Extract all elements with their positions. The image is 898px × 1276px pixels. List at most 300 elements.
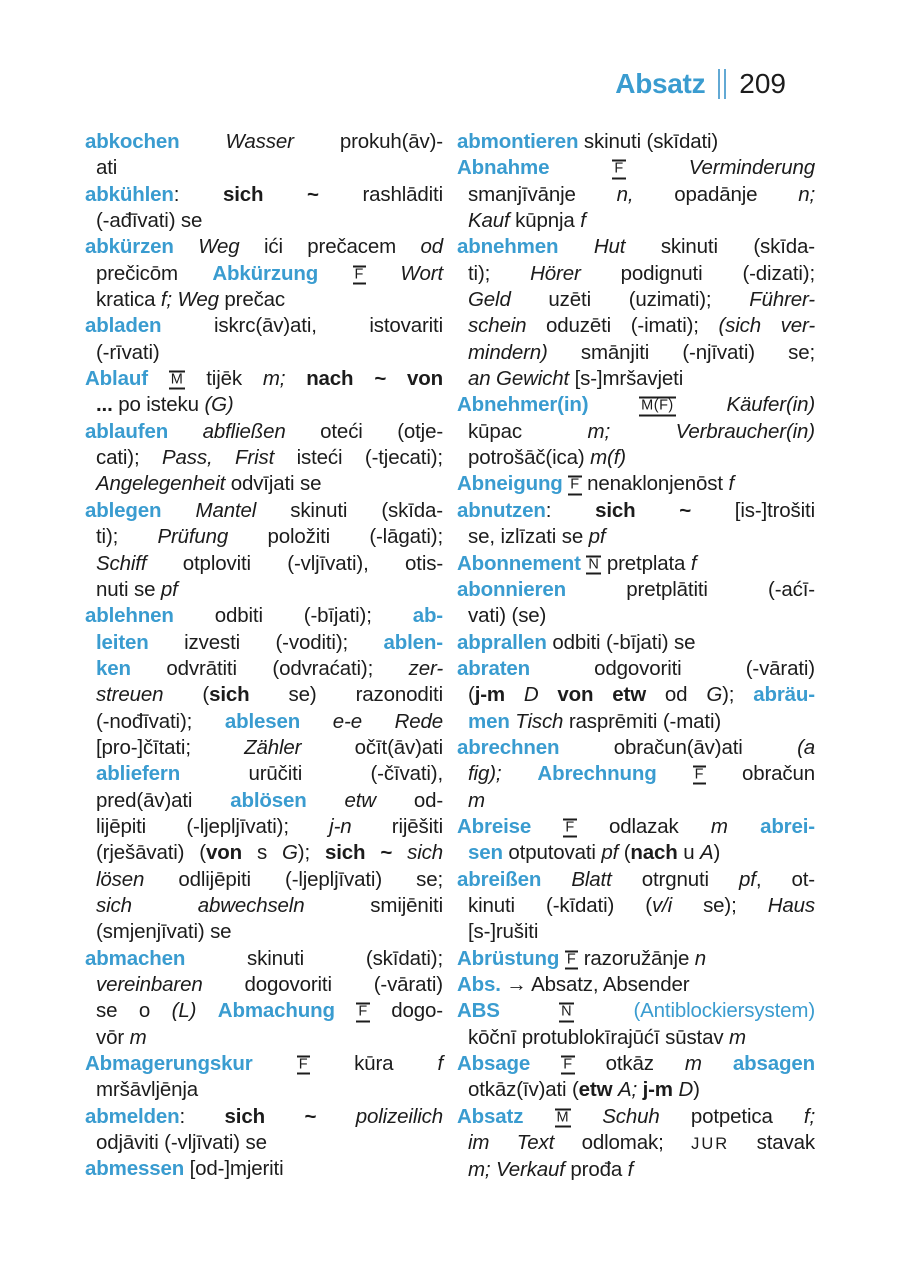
text: , ot- <box>755 867 815 891</box>
dictionary-entry <box>85 1051 443 1104</box>
italic-context: (a <box>797 735 815 759</box>
text: odlazak <box>576 814 711 838</box>
italic-context: pf <box>601 841 624 865</box>
guide-word: Absatz <box>615 68 706 99</box>
blue-text: (Antiblockiersystem) <box>574 999 815 1023</box>
page-header <box>615 68 786 100</box>
entry-line <box>85 761 443 787</box>
text: po isteku <box>118 393 205 417</box>
text: kūra <box>310 1052 438 1076</box>
text: cati); <box>96 446 163 470</box>
left-column <box>85 129 443 1184</box>
entry-line <box>85 1156 443 1182</box>
italic-context: im Text <box>468 1131 582 1155</box>
text: skinuti (skīdati) <box>583 130 719 153</box>
text: odvījati se <box>230 472 322 496</box>
dictionary-entry <box>457 551 815 577</box>
text: rashlāditi <box>362 182 443 206</box>
text: se) razonoditi <box>249 683 443 707</box>
dictionary-entry <box>457 972 815 998</box>
text: : <box>173 182 223 206</box>
text: nenaklonjenōst <box>581 472 729 496</box>
italic-context: f; Weg <box>160 288 225 312</box>
text: ); <box>722 683 754 707</box>
text: potrošāč(ica) <box>468 446 591 470</box>
italic-context: n; <box>798 182 815 206</box>
entry-line <box>457 1157 815 1183</box>
entry-line <box>85 1025 443 1051</box>
italic-context: m; Verkauf <box>468 1158 571 1182</box>
italic-context: schein <box>468 314 547 338</box>
italic-context: m; Verbraucher(in) <box>587 419 815 443</box>
dictionary-entry <box>85 603 443 945</box>
text: odbiti (-bījati); <box>214 604 413 628</box>
bold-phrase: sich <box>209 683 250 707</box>
text: tijēk <box>185 367 263 391</box>
entry-line <box>85 946 443 972</box>
entry-line <box>85 261 443 287</box>
italic-context: v/i <box>651 893 704 917</box>
text: ti); <box>96 525 158 549</box>
italic-context: (sich ver- <box>718 314 815 338</box>
gender-marker: F <box>563 818 576 837</box>
italic-context: abfließen <box>202 419 321 443</box>
italic-context: D <box>678 1078 694 1102</box>
headword: ablegen <box>85 498 196 522</box>
headword: abraten <box>457 656 595 680</box>
bold-phrase: sich ~ <box>595 498 735 522</box>
dictionary-entry <box>457 392 815 471</box>
italic-context: etw <box>344 788 414 812</box>
dictionary-entry <box>457 867 815 946</box>
entry-line <box>85 893 443 919</box>
gender-marker: F <box>612 160 625 179</box>
headword: ablaufen <box>85 419 203 443</box>
entry-line <box>85 445 443 471</box>
headword: Abrüstung <box>457 946 565 970</box>
bold-phrase: von etw <box>557 683 665 707</box>
headword: men <box>468 709 516 733</box>
entry-line <box>457 208 815 234</box>
entry-line <box>85 155 443 181</box>
headword: abmachen <box>85 946 248 970</box>
entry-line <box>457 867 815 893</box>
text: otputovati <box>508 841 602 865</box>
headword: ablehnen <box>85 604 215 628</box>
entry-line <box>85 735 443 761</box>
text: oduzēti (-imati); <box>546 314 719 338</box>
italic-context: mindern) <box>468 340 581 364</box>
italic-context: an Gewicht <box>468 367 575 391</box>
italic-context: m <box>129 1025 147 1049</box>
headword: abkochen <box>85 130 226 153</box>
italic-context: zer- <box>408 656 443 680</box>
headword: abkühlen <box>85 182 174 206</box>
text: pretplātiti (-aćī- <box>626 577 815 601</box>
text: rijēšiti <box>391 814 443 838</box>
text: se, izlīzati se <box>468 525 589 549</box>
italic-context: Führer- <box>749 288 815 312</box>
entry-line <box>85 234 443 260</box>
text: dogovoriti (-vārati) <box>244 973 443 996</box>
text: otploviti (-vljīvati), otis- <box>182 551 444 575</box>
bold-phrase: sich ~ <box>324 841 408 865</box>
entry-line <box>85 1051 443 1077</box>
entry-line <box>457 287 815 313</box>
text: pretplata <box>601 551 691 575</box>
italic-context: Blatt <box>571 867 642 891</box>
right-column <box>457 129 815 1184</box>
dictionary-entry <box>85 234 443 313</box>
text: nuti se <box>96 577 161 601</box>
entry-line <box>85 287 443 313</box>
entry-line <box>85 182 443 208</box>
headword: Abonnement <box>457 551 587 575</box>
text: vati) (se) <box>468 604 547 628</box>
headword: Abnehmer(in) <box>457 393 640 417</box>
entry-line <box>457 1025 815 1051</box>
italic-context: (G) <box>204 393 234 417</box>
italic-context: pf <box>588 525 606 549</box>
italic-context: Wort <box>365 261 444 285</box>
bold-phrase: nach <box>630 841 678 865</box>
italic-context: polizeilich <box>355 1104 443 1128</box>
entry-line <box>457 1130 815 1157</box>
text: ati <box>96 156 118 180</box>
entry-line <box>85 1077 443 1103</box>
text: uzēti (uzimati); <box>548 288 750 312</box>
text: kōčnī protublokīrajūćī sūstav <box>468 1025 729 1049</box>
text: [s-]rušiti <box>468 920 539 944</box>
text: odlomak; <box>581 1131 692 1155</box>
italic-context: f <box>690 551 697 575</box>
entry-line <box>457 551 815 577</box>
italic-context: Wasser <box>225 130 340 153</box>
italic-context: A; <box>617 1078 643 1102</box>
entry-line <box>457 946 815 972</box>
entry-line <box>457 234 815 260</box>
italic-context: Pass, Frist <box>162 446 297 470</box>
headword: ablösen <box>230 788 345 812</box>
italic-context: streuen <box>96 683 203 707</box>
headword: Ablauf <box>85 367 169 391</box>
dictionary-entry <box>85 1104 443 1157</box>
italic-context: Prüfung <box>157 525 268 549</box>
entry-line <box>457 603 815 629</box>
italic-context: G <box>282 841 298 865</box>
entry-line <box>85 656 443 682</box>
text: [pro-]čītati; <box>96 735 245 759</box>
entry-line <box>457 577 815 603</box>
headword: Absage <box>457 1052 562 1076</box>
gender-marker: F <box>565 950 578 969</box>
italic-context: m <box>468 788 485 812</box>
text: položiti (-lāgati); <box>267 525 444 549</box>
headword: Abneigung <box>457 472 569 496</box>
text: kinuti (-kīdati) ( <box>468 893 652 917</box>
text: odvrātiti (odvraćati); <box>166 656 409 680</box>
headword: ablen- <box>383 630 443 654</box>
entry-line <box>85 840 443 866</box>
text: (-rīvati) <box>96 340 160 364</box>
italic-context: Schiff <box>96 551 183 575</box>
italic-context: f; <box>803 1104 815 1128</box>
entry-line <box>457 313 815 339</box>
entry-line <box>457 735 815 761</box>
headword: abmelden <box>85 1104 180 1128</box>
entry-line <box>457 1077 815 1103</box>
entry-line <box>457 471 815 497</box>
text: s <box>241 841 282 865</box>
dictionary-entry <box>457 630 815 656</box>
italic-context: Mantel <box>195 498 291 522</box>
text: prođa <box>570 1158 628 1182</box>
headword: abrechnen <box>457 735 614 759</box>
dictionary-entry <box>457 1051 815 1104</box>
entry-line <box>457 524 815 550</box>
italic-context: pf <box>739 867 756 891</box>
entry-line <box>85 392 443 418</box>
gender-marker: M <box>555 1108 572 1127</box>
entry-line <box>457 129 815 155</box>
entry-line <box>85 1104 443 1130</box>
gender-marker: M(F) <box>639 397 676 416</box>
headword: abmessen <box>85 1157 190 1181</box>
dictionary-entry <box>457 129 815 155</box>
entry-line <box>85 630 443 656</box>
text: urūčiti (-čīvati), <box>248 762 443 786</box>
entry-line <box>85 366 443 392</box>
entry-line <box>85 419 443 445</box>
entry-line <box>457 1104 815 1130</box>
headword: Abrechnung <box>537 762 693 786</box>
text: kratica <box>96 288 161 312</box>
italic-context: e-e Rede <box>332 709 443 733</box>
headword: abnutzen <box>457 498 546 522</box>
text: skinuti (skīda- <box>660 235 815 259</box>
headword: absagen <box>732 1052 815 1076</box>
entry-line <box>457 261 815 287</box>
entry-line <box>457 366 815 392</box>
text: smijēniti <box>370 893 443 917</box>
text: (smjenjīvati) se <box>96 920 232 944</box>
text: odbiti (-bījati) se <box>552 630 696 654</box>
italic-context: m(f) <box>590 446 626 470</box>
headword: abliefern <box>96 762 249 786</box>
italic-context: m <box>729 1025 746 1049</box>
text: : <box>545 498 596 522</box>
field-label: JUR <box>691 1135 730 1154</box>
italic-context: od <box>420 235 443 259</box>
text: skinuti (skīdati); <box>247 946 444 970</box>
entry-line <box>85 1130 443 1156</box>
text: odjāviti (-vljīvati) se <box>96 1131 267 1155</box>
gender-marker: F <box>356 1003 369 1022</box>
text: se); <box>703 893 768 917</box>
dictionary-entry <box>457 1104 815 1184</box>
italic-context: sich abwechseln <box>96 893 371 917</box>
entry-line <box>457 630 815 656</box>
text: ( <box>468 683 475 707</box>
headword: Absatz <box>457 1104 555 1128</box>
entry-line <box>85 340 443 366</box>
headword: abladen <box>85 314 214 338</box>
entry-line <box>457 155 815 181</box>
text: otrgnuti <box>641 867 740 891</box>
text: [s-]mršavjeti <box>574 367 684 391</box>
headword: Abnahme <box>457 156 613 180</box>
entry-line <box>457 1051 815 1077</box>
gender-marker: F <box>693 766 706 785</box>
text: iskrc(āv)ati, istovariti <box>213 314 443 338</box>
dictionary-entry <box>457 234 815 392</box>
bold-phrase: sich ~ <box>224 1104 356 1128</box>
text: ti); <box>468 261 531 285</box>
italic-context: n <box>694 946 707 970</box>
text: obračun(āv)ati <box>613 735 798 759</box>
italic-context: (L) <box>171 999 218 1023</box>
dictionary-entry <box>85 498 443 603</box>
entry-line <box>457 814 815 840</box>
italic-context: D <box>523 683 558 707</box>
bold-phrase: ... <box>96 393 119 417</box>
entry-line <box>85 814 443 840</box>
headword: Abkürzung <box>212 261 353 285</box>
dictionary-entry <box>85 313 443 366</box>
text: vōr <box>96 1025 130 1049</box>
dictionary-entry <box>457 814 815 867</box>
italic-context: Zähler <box>244 735 355 759</box>
dictionary-entry <box>85 1156 443 1182</box>
entry-line <box>457 709 815 735</box>
headword: abprallen <box>457 630 553 654</box>
dictionary-entry <box>85 182 443 235</box>
text: dogo- <box>369 999 443 1023</box>
text: ); <box>297 841 325 865</box>
italic-context: lösen <box>96 867 179 891</box>
bold-phrase: j-m <box>642 1078 679 1102</box>
text: smanjīvānje <box>468 182 617 206</box>
text: Absatz, Absender <box>531 973 690 996</box>
italic-context: f <box>580 209 586 233</box>
text: opadānje <box>674 182 799 206</box>
dictionary-entry <box>85 366 443 419</box>
headword: Abmachung <box>217 999 357 1023</box>
entry-line <box>85 682 443 708</box>
text: obračun <box>705 762 815 786</box>
text: razoružānje <box>578 946 695 970</box>
entry-line <box>457 656 815 682</box>
headword: ablesen <box>224 709 333 733</box>
text: oteći (otje- <box>320 419 444 443</box>
headword: abmontieren <box>457 130 584 153</box>
text: skinuti (skīda- <box>290 498 443 522</box>
headword: ken <box>96 656 167 680</box>
dictionary-entry <box>85 419 443 498</box>
entry-line <box>85 867 443 893</box>
text: stavak <box>729 1131 815 1155</box>
gender-marker: F <box>568 476 581 495</box>
italic-context: f <box>627 1158 634 1182</box>
text: lijēpiti (-ljepljīvati); <box>96 814 330 838</box>
text: izvesti (-voditi); <box>184 630 384 654</box>
entry-line <box>457 445 815 471</box>
entry-line <box>457 840 815 866</box>
entry-line <box>457 788 815 814</box>
gender-marker: F <box>297 1056 310 1075</box>
dictionary-entry <box>457 155 815 234</box>
entry-line <box>85 129 443 155</box>
italic-context: A <box>700 841 714 865</box>
dictionary-entry <box>457 735 815 814</box>
text: [is-]trošiti <box>734 498 815 522</box>
headword: abkürzen <box>85 235 199 259</box>
entry-line <box>85 919 443 945</box>
entry-line <box>85 551 443 577</box>
gender-marker: F <box>353 265 366 284</box>
entry-line <box>457 498 815 524</box>
entry-line <box>85 524 443 550</box>
text: kūpac <box>468 419 588 443</box>
text: (-nođīvati); <box>96 709 225 733</box>
dictionary-entry <box>457 656 815 735</box>
italic-context: sich <box>407 841 443 865</box>
headword: abonnieren <box>457 577 627 601</box>
italic-context: Käufer(in) <box>675 393 815 417</box>
text-columns <box>85 129 815 1184</box>
entry-line <box>85 313 443 339</box>
text: odlijēpiti (-ljepljīvati) se; <box>178 867 443 891</box>
text: prečac <box>224 288 286 312</box>
headword: Abreise <box>457 814 564 838</box>
text: u <box>677 841 700 865</box>
bold-phrase: sich ~ <box>222 182 363 206</box>
text: potpetica <box>690 1104 804 1128</box>
text: odgovoriti (-vārati) <box>594 656 815 680</box>
dictionary-entry <box>457 998 815 1051</box>
entry-line <box>85 972 443 998</box>
text: očīt(āv)ati <box>354 735 443 759</box>
headword: ab- <box>412 604 443 628</box>
italic-context: Kauf <box>468 209 516 233</box>
italic-context: n, <box>616 182 675 206</box>
entry-line <box>457 919 815 945</box>
italic-context: Haus <box>767 893 815 917</box>
italic-context: f <box>728 472 735 496</box>
headword: leiten <box>96 630 185 654</box>
italic-context: Tisch <box>515 709 569 733</box>
italic-context: vereinbaren <box>96 973 245 996</box>
entry-line <box>85 208 443 234</box>
dictionary-entry <box>457 471 815 497</box>
text: otkāz <box>574 1052 685 1076</box>
entry-line <box>457 761 815 787</box>
text: podignuti (-dizati); <box>620 261 815 285</box>
entry-line <box>457 182 815 208</box>
text: se o <box>96 999 172 1023</box>
headword: abrei- <box>760 814 815 838</box>
dictionary-entry <box>457 577 815 630</box>
entry-line <box>85 603 443 629</box>
gender-marker: N <box>559 1003 574 1022</box>
text: kūpnja <box>515 209 581 233</box>
italic-context: f <box>437 1052 443 1076</box>
entry-line <box>85 709 443 735</box>
headword: ABS <box>457 999 560 1023</box>
gender-marker: M <box>169 371 186 390</box>
entry-line <box>85 498 443 524</box>
entry-line <box>457 340 815 366</box>
